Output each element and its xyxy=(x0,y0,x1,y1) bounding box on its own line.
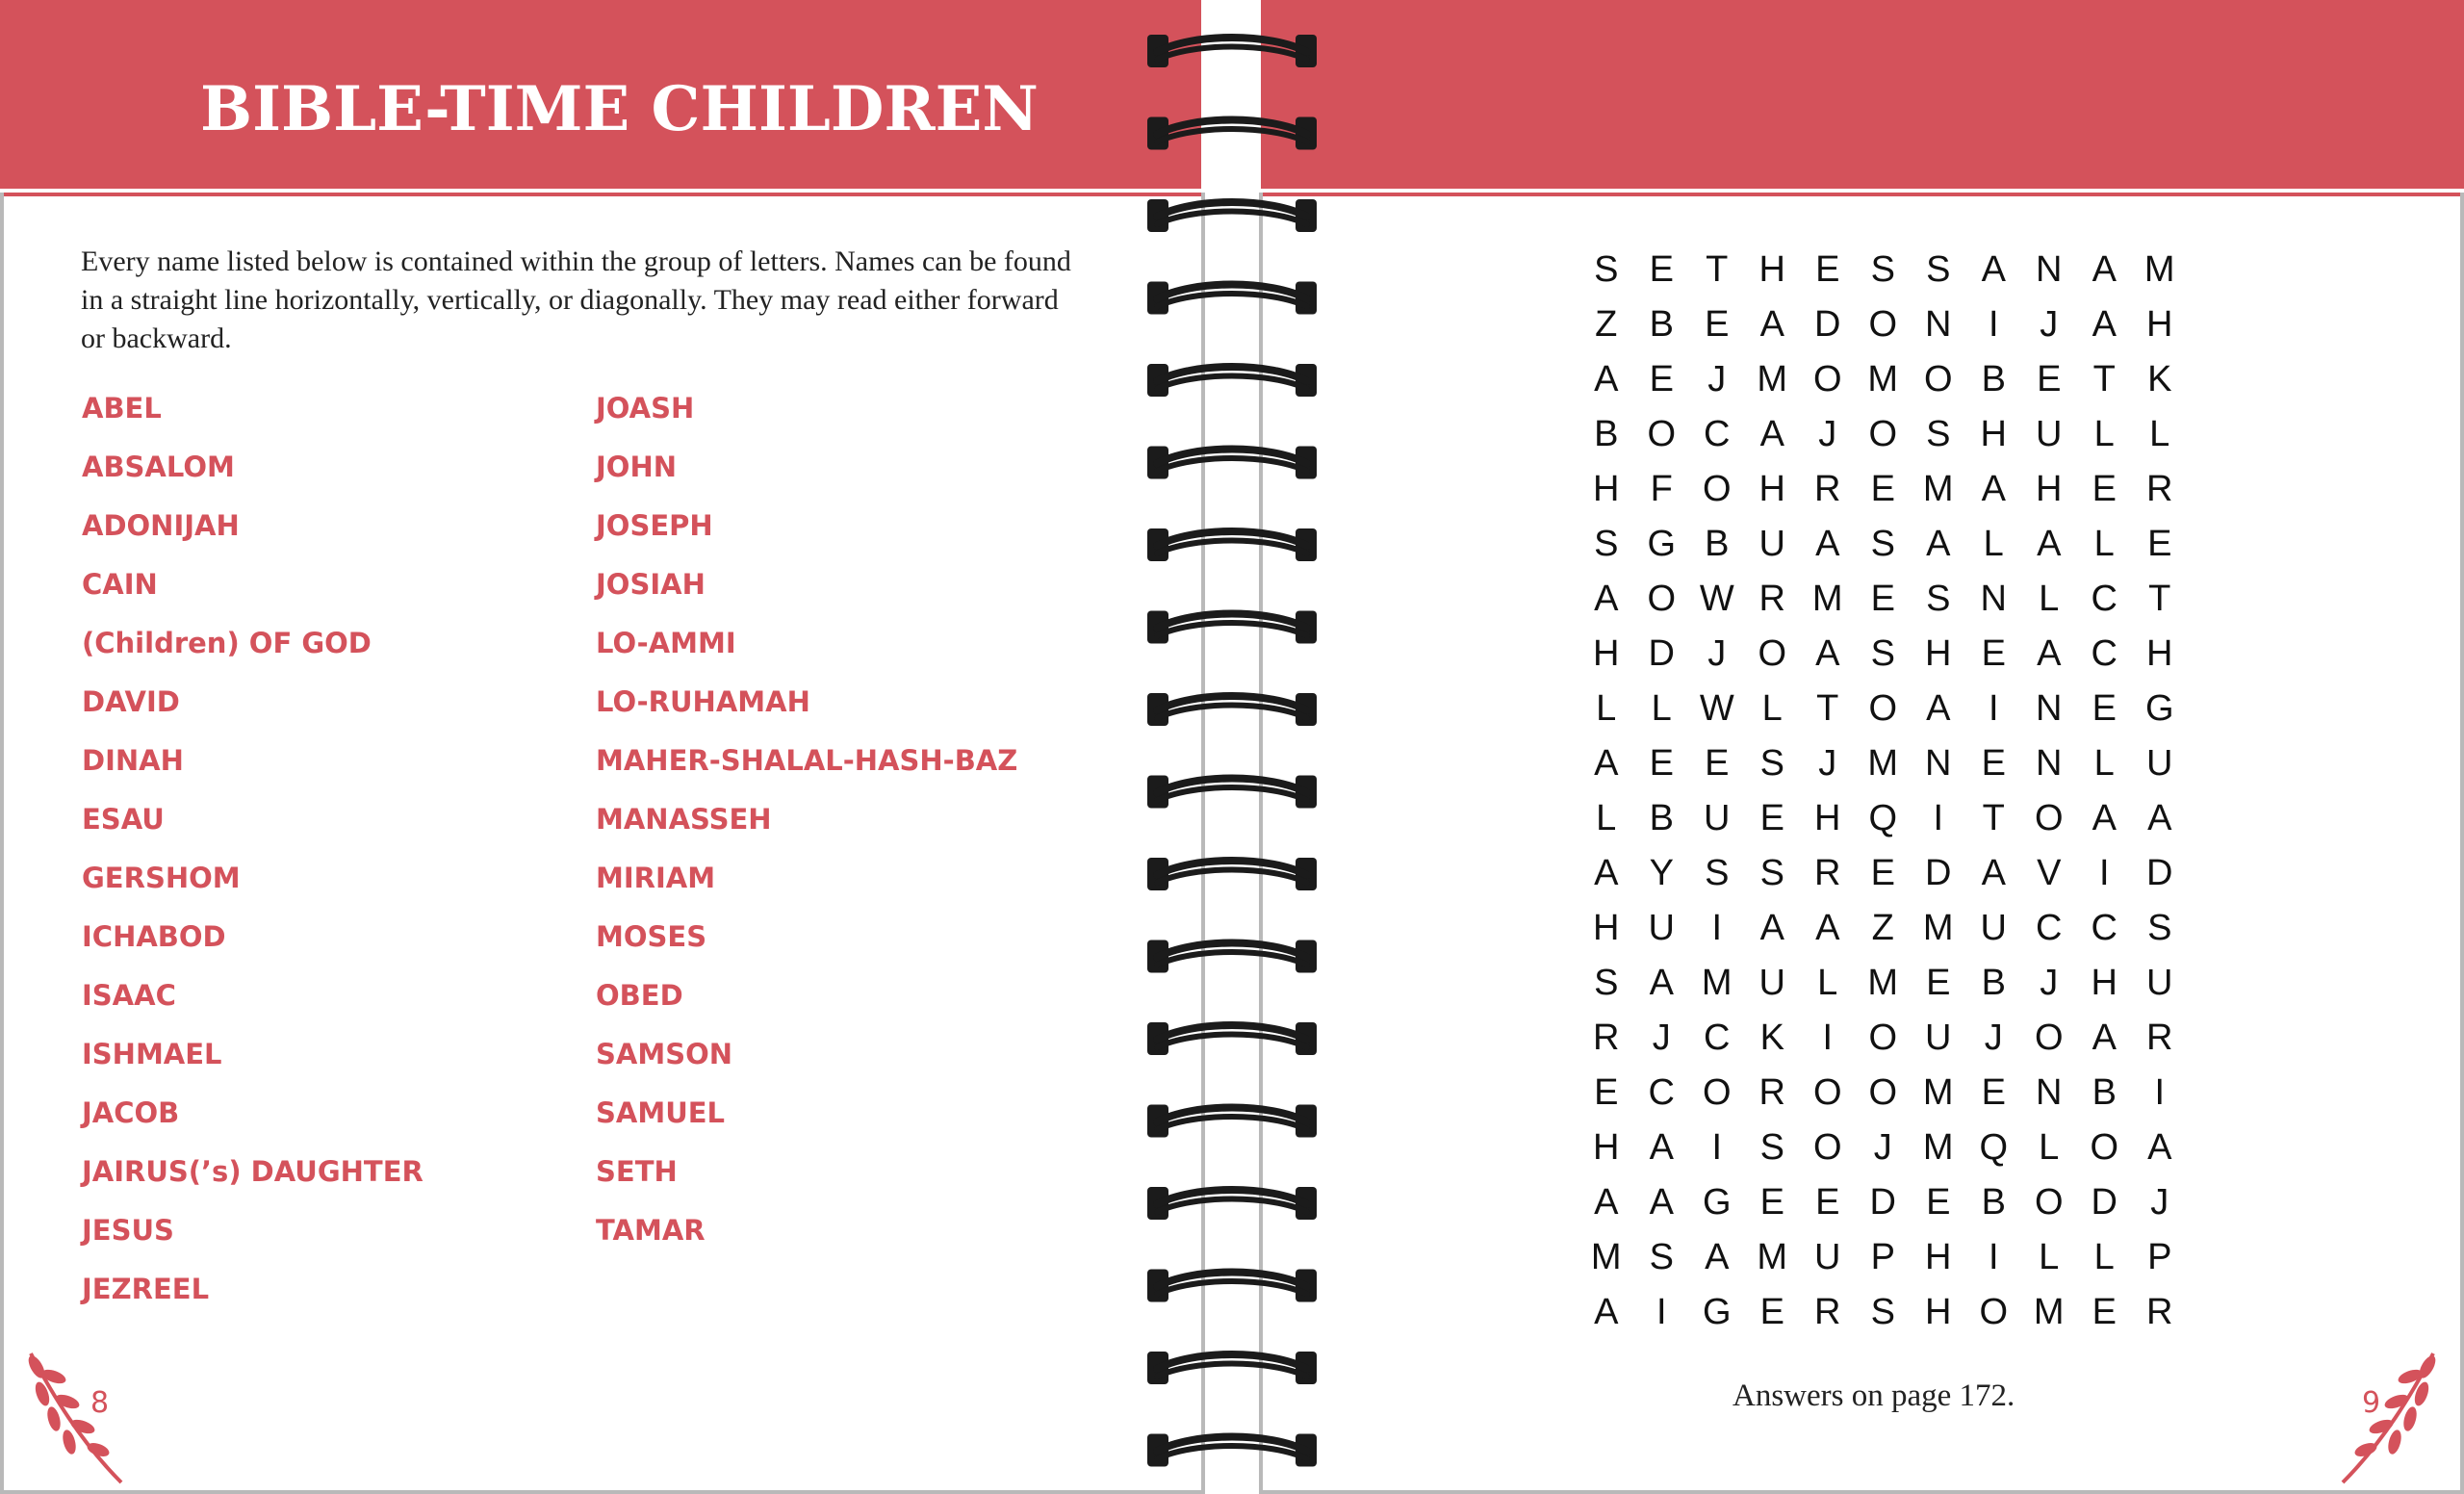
grid-letter: D xyxy=(1925,853,1952,893)
grid-letter: H xyxy=(1814,798,1841,838)
grid-letter: Q xyxy=(1979,1127,2009,1168)
word-list-item: SETH xyxy=(596,1155,678,1188)
grid-letter: S xyxy=(1926,249,1951,290)
word-list-item: ABSALOM xyxy=(82,451,235,483)
grid-letter: U xyxy=(1980,908,2007,948)
grid-letter: S xyxy=(1870,633,1895,674)
grid-letter: L xyxy=(1983,524,2004,564)
grid-letter: M xyxy=(2143,249,2175,290)
grid-letter: R xyxy=(1814,1292,1841,1332)
grid-letter: A xyxy=(1594,743,1619,784)
grid-letter: I xyxy=(1988,1237,1999,1277)
grid-letter: M xyxy=(1867,743,1899,784)
grid-letter: S xyxy=(2147,908,2172,948)
grid-letter: L xyxy=(1596,798,1617,838)
page-edge xyxy=(0,1490,1203,1494)
word-list-item: (Children) OF GOD xyxy=(82,627,372,659)
word-list-item: LO-AMMI xyxy=(596,627,736,659)
word-list-item: JOSIAH xyxy=(596,568,706,601)
grid-letter: B xyxy=(1981,1182,2006,1223)
grid-letter: I xyxy=(2154,1072,2166,1113)
title-band xyxy=(1261,0,2464,189)
grid-letter: R xyxy=(1814,853,1841,893)
grid-letter: M xyxy=(1867,359,1899,399)
word-list-item: MOSES xyxy=(596,920,707,953)
grid-letter: J xyxy=(2040,963,2059,1003)
grid-letter: H xyxy=(1758,249,1785,290)
grid-letter: H xyxy=(1593,908,1620,948)
grid-letter: R xyxy=(1814,469,1841,509)
grid-letter: H xyxy=(2146,633,2173,674)
grid-letter: O xyxy=(1923,359,1953,399)
word-list-item: GERSHOM xyxy=(82,862,241,894)
grid-letter: U xyxy=(1814,1237,1841,1277)
grid-letter: L xyxy=(1651,688,1672,729)
grid-letter: D xyxy=(2146,853,2173,893)
word-list-item: JAIRUS(’s) DAUGHTER xyxy=(82,1155,424,1188)
grid-letter: U xyxy=(1758,524,1785,564)
grid-letter: G xyxy=(2144,688,2174,729)
grid-letter: A xyxy=(2037,633,2062,674)
grid-letter: M xyxy=(1922,469,1954,509)
grid-letter: U xyxy=(2146,743,2173,784)
grid-letter: W xyxy=(1699,579,1734,619)
grid-letter: B xyxy=(1649,798,1674,838)
word-list-item: JOASH xyxy=(596,392,695,425)
grid-letter: D xyxy=(1648,633,1675,674)
word-list-column-2 xyxy=(596,389,1017,1270)
grid-letter: N xyxy=(2036,688,2063,729)
grid-letter: A xyxy=(2147,798,2172,838)
grid-letter: H xyxy=(1925,633,1952,674)
grid-letter: K xyxy=(2147,359,2172,399)
grid-letter: E xyxy=(1981,743,2006,784)
grid-letter: I xyxy=(1711,1127,1723,1168)
grid-letter: E xyxy=(1594,1072,1619,1113)
grid-letter: A xyxy=(1981,469,2006,509)
grid-letter: P xyxy=(1870,1237,1895,1277)
grid-letter: U xyxy=(2036,414,2063,454)
grid-letter: A xyxy=(1649,963,1674,1003)
grid-letter: M xyxy=(1590,1237,1622,1277)
grid-letter: B xyxy=(1594,414,1619,454)
grid-letter: V xyxy=(2037,853,2062,893)
grid-letter: O xyxy=(1812,1072,1842,1113)
grid-letter: Z xyxy=(1595,304,1618,345)
grid-letter: N xyxy=(1980,579,2007,619)
grid-letter: T xyxy=(2092,359,2116,399)
grid-letter: B xyxy=(2092,1072,2117,1113)
grid-letter: H xyxy=(1980,414,2007,454)
grid-letter: O xyxy=(1702,469,1732,509)
grid-letter: N xyxy=(1925,304,1952,345)
grid-letter: D xyxy=(2091,1182,2118,1223)
grid-letter: O xyxy=(1868,304,1898,345)
grid-letter: J xyxy=(1652,1017,1671,1058)
word-list-item: JESUS xyxy=(82,1214,174,1247)
grid-letter: N xyxy=(2036,249,2063,290)
grid-letter: E xyxy=(1759,1292,1784,1332)
grid-letter: S xyxy=(1594,524,1619,564)
grid-letter: E xyxy=(1981,633,2006,674)
grid-letter: A xyxy=(2092,304,2117,345)
grid-letter: E xyxy=(1815,1182,1840,1223)
grid-letter: H xyxy=(1593,469,1620,509)
left-page xyxy=(0,0,1203,1494)
grid-letter: J xyxy=(1873,1127,1892,1168)
grid-letter: M xyxy=(2033,1292,2065,1332)
grid-letter: U xyxy=(1758,963,1785,1003)
grid-letter: I xyxy=(1988,688,1999,729)
grid-letter: M xyxy=(1701,963,1732,1003)
grid-letter: I xyxy=(1933,798,1944,838)
grid-letter: L xyxy=(2093,414,2115,454)
grid-letter: A xyxy=(2147,1127,2172,1168)
word-list-item: DINAH xyxy=(82,744,184,777)
grid-letter: H xyxy=(2091,963,2118,1003)
page-edge xyxy=(1261,1490,2464,1494)
leaf-sprig-icon xyxy=(2335,1346,2441,1490)
grid-letter: M xyxy=(1757,359,1788,399)
grid-letter: E xyxy=(1649,743,1674,784)
grid-letter: P xyxy=(2147,1237,2172,1277)
grid-letter: R xyxy=(2146,1017,2173,1058)
grid-letter: I xyxy=(1988,304,1999,345)
grid-letter: J xyxy=(1707,633,1727,674)
grid-letter: D xyxy=(1814,304,1841,345)
grid-letter: W xyxy=(1699,688,1734,729)
grid-letter: O xyxy=(2034,798,2064,838)
grid-letter: E xyxy=(1926,963,1951,1003)
grid-letter: I xyxy=(2098,853,2110,893)
page-title: BIBLE-TIME CHILDREN xyxy=(200,73,1039,145)
grid-letter: G xyxy=(1647,524,1677,564)
grid-letter: B xyxy=(1705,524,1730,564)
grid-letter: O xyxy=(1868,1072,1898,1113)
grid-letter: H xyxy=(2036,469,2063,509)
grid-letter: C xyxy=(1648,1072,1675,1113)
word-list-item: MIRIAM xyxy=(596,862,716,894)
grid-letter: R xyxy=(1593,1017,1620,1058)
grid-letter: J xyxy=(2040,304,2059,345)
grid-letter: E xyxy=(1759,798,1784,838)
grid-letter: S xyxy=(1594,963,1619,1003)
grid-letter: N xyxy=(2036,1072,2063,1113)
grid-letter: S xyxy=(1759,1127,1784,1168)
grid-letter: A xyxy=(1926,688,1951,729)
word-list-item: JOSEPH xyxy=(596,509,713,542)
grid-letter: A xyxy=(1759,414,1784,454)
grid-letter: N xyxy=(1925,743,1952,784)
word-search-grid xyxy=(1578,243,2188,1340)
word-list-item: JEZREEL xyxy=(82,1273,210,1305)
grid-letter: S xyxy=(1705,853,1730,893)
word-list-item: JACOB xyxy=(82,1096,180,1129)
word-list-item: MAHER-SHALAL-HASH-BAZ xyxy=(596,744,1018,777)
grid-letter: E xyxy=(1759,1182,1784,1223)
page-edge xyxy=(2460,193,2464,1494)
grid-letter: M xyxy=(1757,1237,1788,1277)
grid-letter: K xyxy=(1759,1017,1784,1058)
word-list-item: MANASSEH xyxy=(596,803,772,836)
grid-letter: E xyxy=(2037,359,2062,399)
grid-letter: A xyxy=(1594,853,1619,893)
grid-letter: O xyxy=(1812,359,1842,399)
grid-letter: A xyxy=(1594,579,1619,619)
grid-letter: A xyxy=(1926,524,1951,564)
grid-letter: G xyxy=(1702,1292,1732,1332)
grid-letter: G xyxy=(1702,1182,1732,1223)
grid-letter: A xyxy=(1594,1182,1619,1223)
page-number: 8 xyxy=(90,1386,110,1420)
grid-letter: F xyxy=(1650,469,1673,509)
grid-letter: B xyxy=(1981,359,2006,399)
word-list-item: ISHMAEL xyxy=(82,1038,222,1070)
grid-letter: A xyxy=(2092,1017,2117,1058)
grid-letter: E xyxy=(1649,249,1674,290)
word-list-item: TAMAR xyxy=(596,1214,706,1247)
grid-letter: C xyxy=(2036,908,2063,948)
grid-letter: C xyxy=(2091,908,2118,948)
grid-letter: A xyxy=(2092,798,2117,838)
grid-letter: A xyxy=(2092,249,2117,290)
grid-letter: A xyxy=(1594,359,1619,399)
grid-letter: L xyxy=(2093,743,2115,784)
grid-letter: E xyxy=(2092,469,2117,509)
grid-letter: T xyxy=(1982,798,2005,838)
word-list-item: LO-RUHAMAH xyxy=(596,685,810,718)
grid-letter: J xyxy=(1707,359,1727,399)
grid-letter: A xyxy=(1815,908,1840,948)
grid-letter: E xyxy=(2092,688,2117,729)
grid-letter: A xyxy=(1981,249,2006,290)
grid-letter: I xyxy=(1656,1292,1667,1332)
grid-letter: E xyxy=(1870,853,1895,893)
leaf-sprig-icon xyxy=(23,1346,129,1490)
grid-letter: H xyxy=(1758,469,1785,509)
grid-letter: U xyxy=(2146,963,2173,1003)
grid-letter: R xyxy=(1758,579,1785,619)
grid-letter: O xyxy=(1979,1292,2009,1332)
grid-letter: O xyxy=(1812,1127,1842,1168)
grid-letter: S xyxy=(1870,249,1895,290)
grid-letter: J xyxy=(2150,1182,2169,1223)
grid-letter: M xyxy=(1867,963,1899,1003)
word-list-item: DAVID xyxy=(82,685,180,718)
grid-letter: M xyxy=(1922,1072,1954,1113)
grid-letter: C xyxy=(2091,633,2118,674)
grid-letter: E xyxy=(1649,359,1674,399)
grid-letter: A xyxy=(1981,853,2006,893)
grid-letter: L xyxy=(2093,524,2115,564)
grid-letter: E xyxy=(1870,579,1895,619)
grid-letter: H xyxy=(1925,1237,1952,1277)
grid-letter: U xyxy=(1648,908,1675,948)
grid-letter: R xyxy=(2146,469,2173,509)
grid-letter: A xyxy=(1594,1292,1619,1332)
grid-letter: M xyxy=(1922,908,1954,948)
grid-letter: A xyxy=(1759,304,1784,345)
grid-letter: R xyxy=(1758,1072,1785,1113)
grid-letter: A xyxy=(2037,524,2062,564)
grid-letter: H xyxy=(2146,304,2173,345)
grid-letter: O xyxy=(1647,414,1677,454)
grid-letter: L xyxy=(2149,414,2170,454)
grid-letter: H xyxy=(1593,1127,1620,1168)
grid-letter: L xyxy=(1817,963,1838,1003)
grid-letter: H xyxy=(1593,633,1620,674)
word-list-item: CAIN xyxy=(82,568,158,601)
grid-letter: M xyxy=(1922,1127,1954,1168)
spiral-binding xyxy=(1136,0,1328,1494)
answers-note: Answers on page 172. xyxy=(1732,1378,2015,1413)
grid-letter: B xyxy=(1649,304,1674,345)
grid-letter: O xyxy=(2034,1182,2064,1223)
word-list-item: OBED xyxy=(596,979,683,1012)
grid-letter: I xyxy=(1711,908,1723,948)
grid-letter: M xyxy=(1811,579,1843,619)
word-list-item: ADONIJAH xyxy=(82,509,240,542)
grid-letter: L xyxy=(2039,579,2060,619)
grid-letter: O xyxy=(1868,414,1898,454)
grid-letter: E xyxy=(1981,1072,2006,1113)
grid-letter: J xyxy=(1818,414,1837,454)
grid-letter: H xyxy=(1925,1292,1952,1332)
grid-letter: E xyxy=(1815,249,1840,290)
grid-letter: O xyxy=(1758,633,1787,674)
grid-letter: E xyxy=(2092,1292,2117,1332)
grid-letter: O xyxy=(1868,688,1898,729)
grid-letter: U xyxy=(1925,1017,1952,1058)
word-list-item: ABEL xyxy=(82,392,162,425)
word-list-item: JOHN xyxy=(596,451,677,483)
word-list-item: SAMSON xyxy=(596,1038,732,1070)
grid-letter: O xyxy=(1868,1017,1898,1058)
grid-letter: O xyxy=(2090,1127,2119,1168)
grid-letter: S xyxy=(1759,853,1784,893)
grid-letter: S xyxy=(1870,524,1895,564)
grid-letter: A xyxy=(1705,1237,1730,1277)
grid-letter: E xyxy=(2147,524,2172,564)
grid-letter: L xyxy=(1761,688,1783,729)
grid-letter: L xyxy=(2093,1237,2115,1277)
grid-letter: T xyxy=(2148,579,2171,619)
grid-letter: S xyxy=(1926,579,1951,619)
grid-letter: C xyxy=(1704,414,1731,454)
word-list-item: ESAU xyxy=(82,803,165,836)
grid-letter: B xyxy=(1981,963,2006,1003)
grid-letter: Y xyxy=(1649,853,1674,893)
instructions-text: Every name listed below is contained within the group of letters. Names can be found in a straight line horizontally, vertically, or diagonally. They may read either forward or backward. xyxy=(81,245,1071,354)
grid-letter: T xyxy=(1706,249,1729,290)
grid-letter: O xyxy=(1702,1072,1732,1113)
grid-letter: C xyxy=(1704,1017,1731,1058)
grid-letter: N xyxy=(2036,743,2063,784)
word-list-item: ISAAC xyxy=(82,979,176,1012)
page-number: 9 xyxy=(2362,1386,2381,1420)
grid-letter: O xyxy=(2034,1017,2064,1058)
grid-letter: L xyxy=(2039,1237,2060,1277)
grid-letter: A xyxy=(1815,524,1840,564)
grid-letter: U xyxy=(1704,798,1731,838)
grid-letter: J xyxy=(1984,1017,2003,1058)
word-list-item: ICHABOD xyxy=(82,920,226,953)
word-list-item: SAMUEL xyxy=(596,1096,726,1129)
grid-letter: S xyxy=(1594,249,1619,290)
grid-letter: S xyxy=(1870,1292,1895,1332)
grid-letter: Q xyxy=(1868,798,1898,838)
grid-letter: A xyxy=(1759,908,1784,948)
grid-letter: I xyxy=(1822,1017,1834,1058)
grid-letter: A xyxy=(1649,1127,1674,1168)
grid-letter: S xyxy=(1649,1237,1674,1277)
word-list-column-1 xyxy=(82,389,424,1328)
grid-letter: D xyxy=(1869,1182,1896,1223)
grid-letter: L xyxy=(2039,1127,2060,1168)
grid-letter: S xyxy=(1926,414,1951,454)
grid-letter: A xyxy=(1815,633,1840,674)
grid-letter: Z xyxy=(1871,908,1894,948)
grid-letter: E xyxy=(1705,304,1730,345)
grid-letter: E xyxy=(1926,1182,1951,1223)
page-edge xyxy=(0,193,4,1494)
grid-letter: E xyxy=(1870,469,1895,509)
grid-letter: C xyxy=(2091,579,2118,619)
right-page xyxy=(1261,0,2464,1494)
grid-letter: L xyxy=(1596,688,1617,729)
grid-letter: S xyxy=(1759,743,1784,784)
grid-letter: E xyxy=(1705,743,1730,784)
grid-letter: T xyxy=(1816,688,1839,729)
grid-letter: A xyxy=(1649,1182,1674,1223)
grid-letter: J xyxy=(1818,743,1837,784)
grid-letter: R xyxy=(2146,1292,2173,1332)
grid-letter: O xyxy=(1647,579,1677,619)
